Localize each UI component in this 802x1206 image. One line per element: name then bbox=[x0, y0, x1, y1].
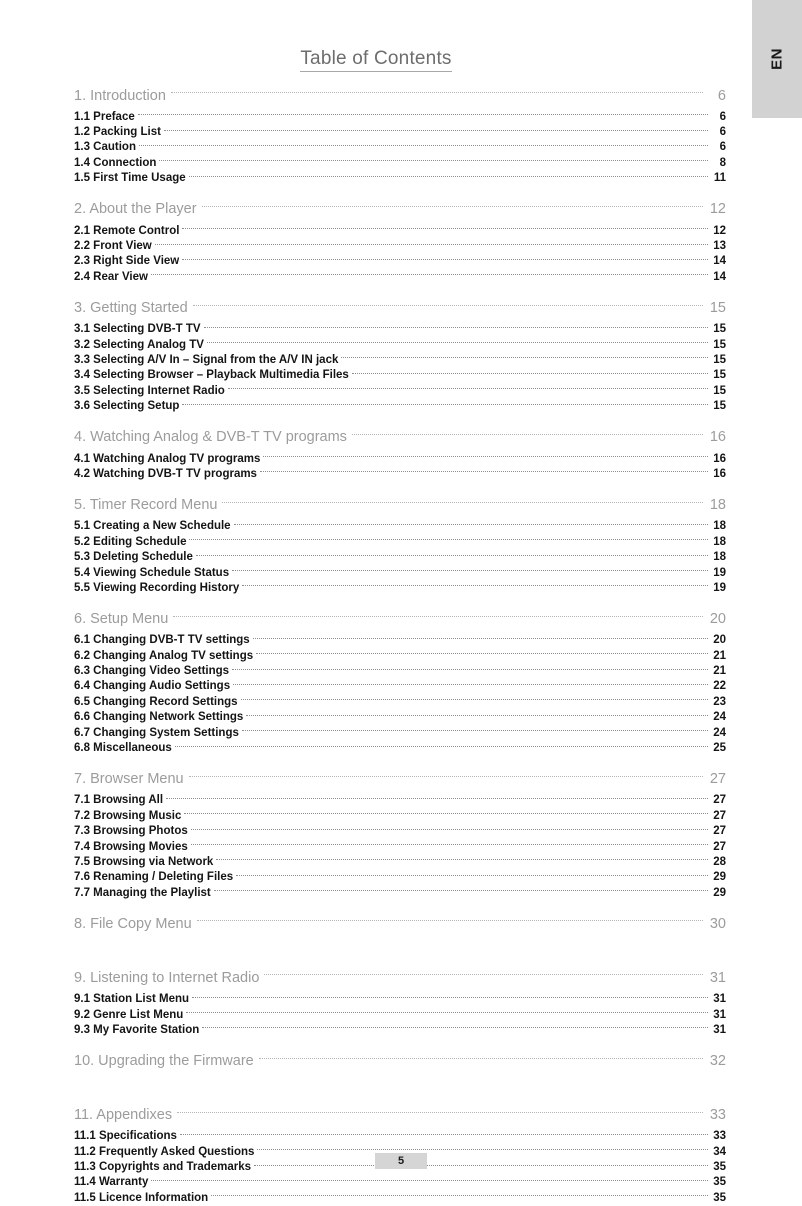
leader-dots bbox=[138, 114, 708, 115]
leader-dots bbox=[191, 829, 708, 830]
toc-section-label: 1.5 First Time Usage bbox=[74, 172, 186, 185]
page-footer bbox=[0, 1151, 802, 1169]
toc-section-page-number: 29 bbox=[713, 886, 726, 899]
toc-chapter-row[interactable] bbox=[74, 426, 726, 449]
toc-chapter-page-number: 15 bbox=[709, 300, 726, 317]
toc-section-row[interactable] bbox=[74, 633, 726, 648]
toc-section-label: 4.2 Watching DVB-T TV programs bbox=[74, 467, 257, 480]
leader-dots bbox=[180, 1134, 708, 1135]
leader-dots bbox=[352, 373, 708, 374]
toc-section-label: 1.3 Caution bbox=[74, 141, 136, 154]
toc-section-page-number: 33 bbox=[713, 1130, 726, 1143]
toc-chapter-block bbox=[74, 966, 726, 1037]
toc-chapter-row[interactable] bbox=[74, 198, 726, 221]
leader-dots bbox=[164, 130, 708, 131]
toc-chapter-page-number: 27 bbox=[709, 771, 726, 788]
leader-dots bbox=[184, 813, 708, 814]
toc-section-row[interactable] bbox=[74, 155, 726, 170]
leader-dots bbox=[155, 244, 708, 245]
leader-dots bbox=[173, 616, 703, 617]
toc-section-page-number: 15 bbox=[713, 338, 726, 351]
toc-chapter-page-number: 6 bbox=[717, 87, 726, 104]
toc-section-page-number: 16 bbox=[713, 467, 726, 480]
page-number-badge: 5 bbox=[375, 1153, 427, 1169]
language-tab-label: EN bbox=[768, 48, 786, 70]
toc-section-page-number: 31 bbox=[713, 1023, 726, 1036]
toc-chapter-block bbox=[74, 297, 726, 414]
toc-section-row[interactable] bbox=[74, 238, 726, 253]
leader-dots bbox=[263, 456, 708, 457]
toc-section-page-number: 22 bbox=[713, 680, 726, 693]
toc-section-page-number: 35 bbox=[713, 1161, 726, 1174]
leader-dots bbox=[189, 776, 703, 777]
toc-section-list bbox=[74, 519, 726, 596]
toc-section-label: 11.2 Frequently Asked Questions bbox=[74, 1145, 255, 1158]
toc-section-list bbox=[74, 451, 726, 482]
toc-section-page-number: 23 bbox=[713, 695, 726, 708]
toc-section-page-number: 27 bbox=[713, 809, 726, 822]
toc-section-label: 1.2 Packing List bbox=[74, 126, 161, 139]
leader-dots bbox=[182, 259, 708, 260]
toc-section-row[interactable] bbox=[74, 124, 726, 139]
toc-section-row[interactable] bbox=[74, 1129, 726, 1144]
toc-section-page-number: 15 bbox=[713, 369, 726, 382]
toc-section-list bbox=[74, 793, 726, 901]
toc-section-label: 6.4 Changing Audio Settings bbox=[74, 680, 231, 693]
toc-section-label: 6.6 Changing Network Settings bbox=[74, 711, 244, 724]
toc-section-page-number: 35 bbox=[713, 1176, 726, 1189]
toc-chapter-row[interactable] bbox=[74, 84, 726, 107]
toc-section-row[interactable] bbox=[74, 398, 726, 413]
toc-chapter-row[interactable] bbox=[74, 1104, 726, 1127]
leader-dots bbox=[264, 974, 703, 975]
leader-dots bbox=[192, 997, 708, 998]
toc-section-page-number: 27 bbox=[713, 794, 726, 807]
toc-chapter-row[interactable] bbox=[74, 768, 726, 791]
toc-section-row[interactable] bbox=[74, 648, 726, 663]
toc-section-row[interactable] bbox=[74, 549, 726, 564]
leader-dots bbox=[202, 206, 703, 207]
leader-dots bbox=[259, 1058, 703, 1059]
toc-section-row[interactable] bbox=[74, 534, 726, 549]
toc-section-page-number: 19 bbox=[713, 581, 726, 594]
toc-chapter-row[interactable] bbox=[74, 966, 726, 989]
leader-dots bbox=[341, 357, 708, 358]
toc-chapter-row[interactable] bbox=[74, 1050, 726, 1073]
leader-dots bbox=[202, 1027, 708, 1028]
toc-chapter-block bbox=[74, 426, 726, 482]
toc-section-label: 3.2 Selecting Analog TV bbox=[74, 338, 204, 351]
toc-section-row[interactable] bbox=[74, 793, 726, 808]
leader-dots bbox=[241, 699, 708, 700]
toc-section-row[interactable] bbox=[74, 451, 726, 466]
toc-chapter-label: 11. Appendixes bbox=[74, 1107, 173, 1124]
leader-dots bbox=[166, 798, 708, 799]
toc-section-label: 2.2 Front View bbox=[74, 240, 152, 253]
toc-section-page-number: 21 bbox=[713, 665, 726, 678]
toc-section-page-number: 18 bbox=[713, 520, 726, 533]
leader-dots bbox=[186, 1012, 708, 1013]
leader-dots bbox=[171, 92, 703, 93]
leader-dots bbox=[256, 653, 708, 654]
leader-dots bbox=[139, 145, 708, 146]
leader-dots bbox=[191, 844, 708, 845]
toc-section-label: 7.2 Browsing Music bbox=[74, 809, 182, 822]
toc-section-row[interactable] bbox=[74, 854, 726, 869]
toc-chapter-label: 6. Setup Menu bbox=[74, 611, 169, 628]
toc-section-label: 7.3 Browsing Photos bbox=[74, 825, 188, 838]
toc-section-row[interactable] bbox=[74, 337, 726, 352]
toc-chapter-block bbox=[74, 84, 726, 186]
toc-chapter-label: 7. Browser Menu bbox=[74, 771, 184, 788]
toc-section-page-number: 35 bbox=[713, 1191, 726, 1204]
toc-section-row[interactable] bbox=[74, 466, 726, 481]
toc-section-page-number: 25 bbox=[713, 742, 726, 755]
toc-chapter-label: 3. Getting Started bbox=[74, 300, 188, 317]
toc-section-label: 7.4 Browsing Movies bbox=[74, 840, 188, 853]
toc-chapter-block bbox=[74, 198, 726, 285]
toc-chapter-spacer bbox=[74, 1073, 726, 1092]
toc-section-row[interactable] bbox=[74, 352, 726, 367]
toc-section-page-number: 16 bbox=[713, 452, 726, 465]
toc-section-row[interactable] bbox=[74, 223, 726, 238]
toc-section-list bbox=[74, 322, 726, 414]
toc-section-label: 9.3 My Favorite Station bbox=[74, 1023, 200, 1036]
leader-dots bbox=[216, 859, 708, 860]
toc-chapter-label: 5. Timer Record Menu bbox=[74, 497, 218, 514]
toc-section-label: 6.7 Changing System Settings bbox=[74, 726, 239, 739]
toc-section-label: 11.3 Copyrights and Trademarks bbox=[74, 1161, 252, 1174]
toc-section-row[interactable] bbox=[74, 839, 726, 854]
toc-chapter-page-number: 32 bbox=[709, 1053, 726, 1070]
toc-section-row[interactable] bbox=[74, 991, 726, 1006]
toc-section-page-number: 15 bbox=[713, 384, 726, 397]
toc-section-label: 3.3 Selecting A/V In – Signal from the A/V IN jack bbox=[74, 353, 339, 366]
leader-dots bbox=[253, 638, 708, 639]
toc-section-label: 5.2 Editing Schedule bbox=[74, 535, 187, 548]
toc-section-row[interactable] bbox=[74, 710, 726, 725]
toc-section-row[interactable] bbox=[74, 1022, 726, 1037]
toc-section-label: 5.4 Viewing Schedule Status bbox=[74, 566, 230, 579]
toc-section-page-number: 18 bbox=[713, 551, 726, 564]
toc-chapter-row[interactable] bbox=[74, 494, 726, 517]
toc-chapter-block bbox=[74, 768, 726, 901]
toc-section-page-number: 29 bbox=[713, 871, 726, 884]
toc-section-page-number: 11 bbox=[713, 172, 726, 185]
toc-section-row[interactable] bbox=[74, 885, 726, 900]
toc-section-label: 5.5 Viewing Recording History bbox=[74, 581, 240, 594]
toc-section-row[interactable] bbox=[74, 725, 726, 740]
toc-section-label: 1.4 Connection bbox=[74, 156, 157, 169]
toc-section-label: 2.1 Remote Control bbox=[74, 224, 180, 237]
toc-chapter-block bbox=[74, 1050, 726, 1092]
toc-section-list bbox=[74, 991, 726, 1037]
toc-chapter-label: 4. Watching Analog & DVB-T TV programs bbox=[74, 429, 347, 446]
table-of-contents bbox=[74, 84, 726, 1206]
toc-chapter-page-number: 33 bbox=[709, 1107, 726, 1124]
toc-chapter-page-number: 31 bbox=[709, 969, 726, 986]
toc-section-row[interactable] bbox=[74, 383, 726, 398]
toc-section-page-number: 27 bbox=[713, 825, 726, 838]
toc-section-page-number: 31 bbox=[713, 1008, 726, 1021]
toc-chapter-row[interactable] bbox=[74, 297, 726, 320]
toc-section-label: 6.5 Changing Record Settings bbox=[74, 695, 238, 708]
toc-section-row[interactable] bbox=[74, 565, 726, 580]
toc-section-label: 2.4 Rear View bbox=[74, 270, 148, 283]
toc-section-row[interactable] bbox=[74, 824, 726, 839]
toc-chapter-label: 1. Introduction bbox=[74, 87, 166, 104]
leader-dots bbox=[242, 585, 708, 586]
page-title bbox=[0, 48, 752, 72]
toc-chapter-page-number: 20 bbox=[709, 611, 726, 628]
toc-section-label: 6.3 Changing Video Settings bbox=[74, 665, 230, 678]
leader-dots bbox=[175, 746, 708, 747]
toc-section-row[interactable] bbox=[74, 580, 726, 595]
leader-dots bbox=[182, 228, 708, 229]
toc-section-label: 3.6 Selecting Setup bbox=[74, 400, 180, 413]
toc-section-page-number: 19 bbox=[713, 566, 726, 579]
toc-section-row[interactable] bbox=[74, 694, 726, 709]
toc-section-label: 9.1 Station List Menu bbox=[74, 993, 190, 1006]
leader-dots bbox=[234, 524, 708, 525]
toc-section-label: 3.5 Selecting Internet Radio bbox=[74, 384, 225, 397]
toc-section-label: 7.5 Browsing via Network bbox=[74, 855, 214, 868]
toc-section-label: 6.1 Changing DVB-T TV settings bbox=[74, 634, 250, 647]
toc-section-page-number: 14 bbox=[713, 270, 726, 283]
leader-dots bbox=[242, 730, 708, 731]
toc-section-page-number: 14 bbox=[713, 255, 726, 268]
toc-section-label: 11.1 Specifications bbox=[74, 1130, 177, 1143]
leader-dots bbox=[233, 684, 708, 685]
toc-section-label: 3.1 Selecting DVB-T TV bbox=[74, 323, 201, 336]
toc-chapter-page-number: 16 bbox=[709, 429, 726, 446]
toc-chapter-page-number: 12 bbox=[709, 201, 726, 218]
toc-section-page-number: 15 bbox=[713, 400, 726, 413]
toc-section-row[interactable] bbox=[74, 269, 726, 284]
toc-section-page-number: 6 bbox=[719, 110, 726, 123]
leader-dots bbox=[232, 570, 708, 571]
toc-section-row[interactable] bbox=[74, 740, 726, 755]
toc-section-row[interactable] bbox=[74, 1007, 726, 1022]
toc-chapter-page-number: 30 bbox=[709, 915, 726, 932]
toc-section-label: 1.1 Preface bbox=[74, 110, 135, 123]
toc-chapter-label: 8. File Copy Menu bbox=[74, 915, 192, 932]
leader-dots bbox=[260, 471, 708, 472]
toc-section-page-number: 21 bbox=[713, 649, 726, 662]
toc-section-page-number: 15 bbox=[713, 353, 726, 366]
toc-section-page-number: 15 bbox=[713, 323, 726, 336]
toc-chapter-block bbox=[74, 608, 726, 756]
toc-section-label: 5.1 Creating a New Schedule bbox=[74, 520, 231, 533]
leader-dots bbox=[189, 539, 708, 540]
toc-section-row[interactable] bbox=[74, 322, 726, 337]
toc-section-list bbox=[74, 633, 726, 756]
leader-dots bbox=[352, 434, 703, 435]
toc-section-row[interactable] bbox=[74, 519, 726, 534]
leader-dots bbox=[197, 920, 703, 921]
toc-chapter-row[interactable] bbox=[74, 608, 726, 631]
toc-chapter-label: 9. Listening to Internet Radio bbox=[74, 969, 260, 986]
leader-dots bbox=[232, 669, 708, 670]
toc-section-row[interactable] bbox=[74, 1175, 726, 1190]
toc-section-row[interactable] bbox=[74, 109, 726, 124]
toc-section-label: 7.1 Browsing All bbox=[74, 794, 164, 807]
toc-chapter-row[interactable] bbox=[74, 912, 726, 935]
leader-dots bbox=[214, 890, 708, 891]
leader-dots bbox=[207, 342, 708, 343]
toc-section-label: 7.6 Renaming / Deleting Files bbox=[74, 871, 234, 884]
language-tab bbox=[752, 0, 802, 118]
toc-section-page-number: 28 bbox=[713, 855, 726, 868]
toc-section-row[interactable] bbox=[74, 171, 726, 186]
leader-dots bbox=[151, 1180, 708, 1181]
toc-section-row[interactable] bbox=[74, 140, 726, 155]
toc-section-list bbox=[74, 109, 726, 186]
toc-section-page-number: 24 bbox=[713, 726, 726, 739]
leader-dots bbox=[159, 160, 708, 161]
leader-dots bbox=[236, 875, 708, 876]
leader-dots bbox=[222, 502, 703, 503]
leader-dots bbox=[182, 404, 708, 405]
leader-dots bbox=[204, 327, 708, 328]
toc-section-label: 11.5 Licence Information bbox=[74, 1191, 209, 1204]
toc-section-label: 6.8 Miscellaneous bbox=[74, 742, 172, 755]
toc-section-label: 3.4 Selecting Browser – Playback Multimedia Files bbox=[74, 369, 349, 382]
toc-section-label: 6.2 Changing Analog TV settings bbox=[74, 649, 254, 662]
toc-section-page-number: 20 bbox=[713, 634, 726, 647]
toc-chapter-page-number: 18 bbox=[709, 497, 726, 514]
toc-section-page-number: 6 bbox=[719, 126, 726, 139]
toc-chapter-block bbox=[74, 494, 726, 596]
toc-section-list bbox=[74, 223, 726, 285]
toc-section-row[interactable] bbox=[74, 808, 726, 823]
toc-section-row[interactable] bbox=[74, 870, 726, 885]
toc-section-row[interactable] bbox=[74, 679, 726, 694]
leader-dots bbox=[177, 1112, 703, 1113]
toc-section-label: 2.3 Right Side View bbox=[74, 255, 180, 268]
toc-section-page-number: 18 bbox=[713, 535, 726, 548]
toc-section-label: 9.2 Genre List Menu bbox=[74, 1008, 184, 1021]
leader-dots bbox=[189, 176, 708, 177]
leader-dots bbox=[228, 388, 708, 389]
toc-section-page-number: 31 bbox=[713, 993, 726, 1006]
leader-dots bbox=[193, 305, 703, 306]
toc-section-label: 5.3 Deleting Schedule bbox=[74, 551, 193, 564]
toc-section-row[interactable] bbox=[74, 254, 726, 269]
toc-section-page-number: 6 bbox=[719, 141, 726, 154]
toc-section-label: 7.7 Managing the Playlist bbox=[74, 886, 211, 899]
toc-section-row[interactable] bbox=[74, 663, 726, 678]
leader-dots bbox=[211, 1195, 708, 1196]
leader-dots bbox=[246, 715, 708, 716]
toc-section-row[interactable] bbox=[74, 1190, 726, 1205]
toc-section-page-number: 12 bbox=[713, 224, 726, 237]
toc-section-label: 4.1 Watching Analog TV programs bbox=[74, 452, 261, 465]
toc-chapter-block bbox=[74, 912, 726, 954]
toc-section-page-number: 24 bbox=[713, 711, 726, 724]
toc-section-page-number: 27 bbox=[713, 840, 726, 853]
toc-section-page-number: 13 bbox=[713, 240, 726, 253]
toc-section-page-number: 34 bbox=[713, 1145, 726, 1158]
leader-dots bbox=[196, 555, 708, 556]
toc-section-label: 11.4 Warranty bbox=[74, 1176, 149, 1189]
toc-chapter-spacer bbox=[74, 935, 726, 954]
toc-chapter-label: 2. About the Player bbox=[74, 201, 197, 218]
toc-section-row[interactable] bbox=[74, 368, 726, 383]
toc-section-page-number: 8 bbox=[719, 156, 726, 169]
page-title-text: Table of Contents bbox=[300, 48, 451, 72]
leader-dots bbox=[151, 274, 708, 275]
toc-chapter-label: 10. Upgrading the Firmware bbox=[74, 1053, 254, 1070]
